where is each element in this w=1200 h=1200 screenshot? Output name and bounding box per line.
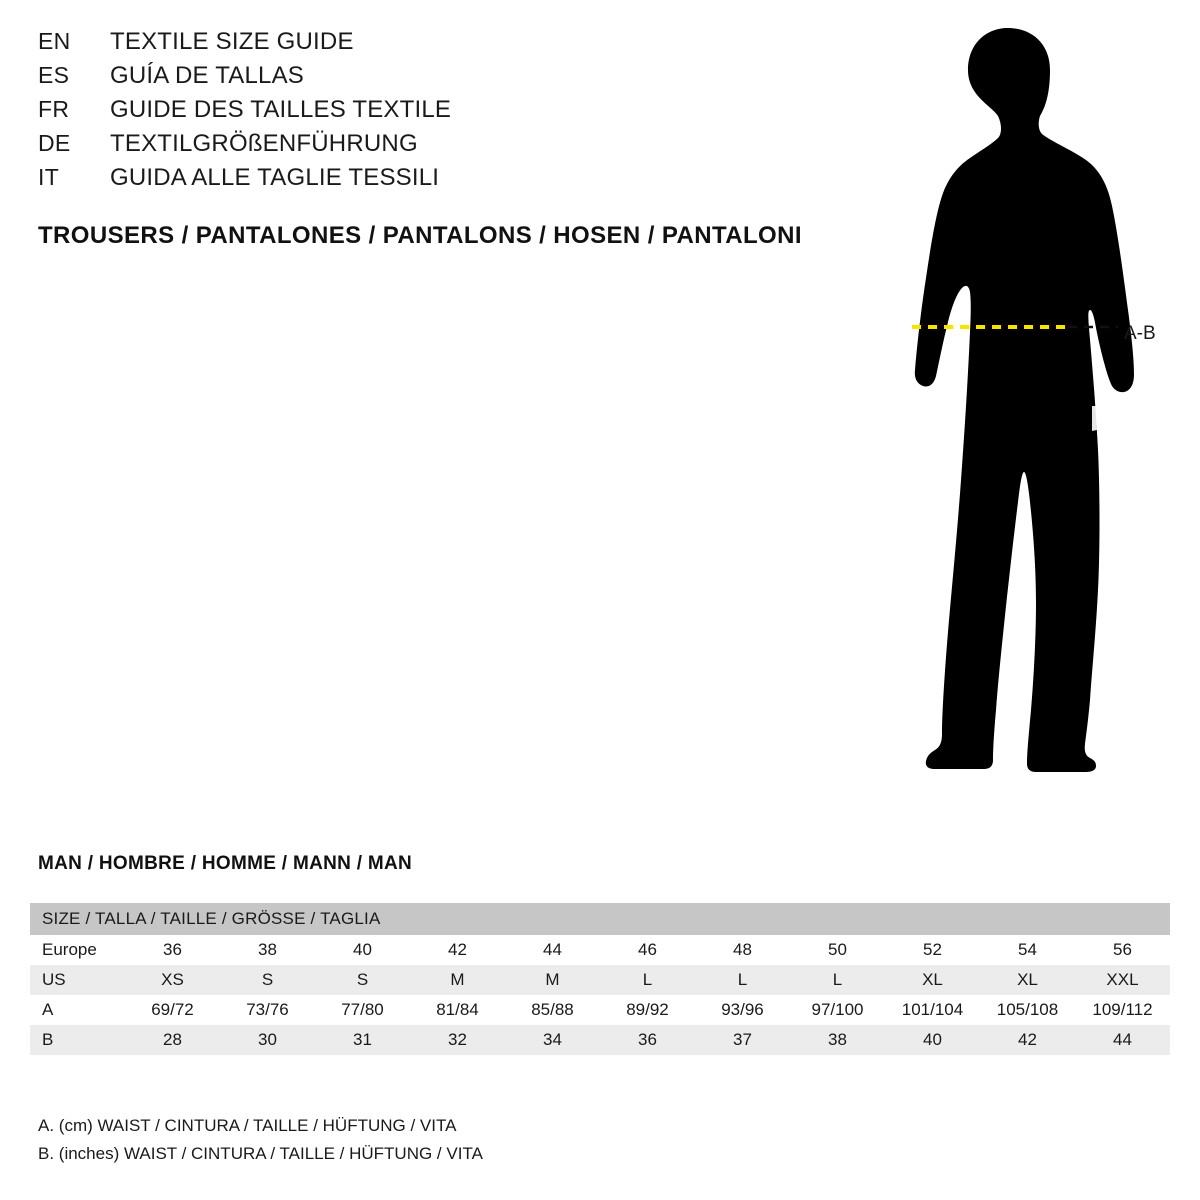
language-code: EN: [38, 28, 71, 54]
cell-value: 36: [600, 1025, 695, 1055]
cell-value: XL: [980, 965, 1075, 995]
language-code: ES: [38, 62, 70, 88]
table-row: [30, 935, 1170, 965]
cell-value: 40: [885, 1025, 980, 1055]
hand-detail: [1092, 404, 1106, 431]
size-table: [30, 903, 1170, 1055]
cell-value: 54: [980, 935, 1075, 965]
cell-value: 109/112: [1075, 995, 1170, 1025]
cell-value: 50: [790, 935, 885, 965]
row-label-b: B: [30, 1025, 125, 1055]
cell-value: 52: [885, 935, 980, 965]
cell-value: 77/80: [315, 995, 410, 1025]
silhouette-svg: [800, 10, 1200, 810]
table-header-label: SIZE / TALLA / TAILLE / GRÖSSE / TAGLIA: [30, 903, 1170, 935]
language-row: [38, 28, 798, 62]
language-code: IT: [38, 164, 60, 190]
cell-value: XS: [125, 965, 220, 995]
cell-value: 30: [220, 1025, 315, 1055]
cell-value: 42: [410, 935, 505, 965]
garment-type-title: TROUSERS / PANTALONES / PANTALONS / HOSEN / PANTALONI: [38, 222, 802, 249]
cell-value: 32: [410, 1025, 505, 1055]
language-title: GUIDE DES TAILLES TEXTILE: [110, 96, 452, 123]
cell-value: M: [410, 965, 505, 995]
cell-value: 73/76: [220, 995, 315, 1025]
body-silhouette: [915, 28, 1134, 772]
cell-value: 38: [220, 935, 315, 965]
language-code: FR: [38, 96, 70, 122]
cell-value: 34: [505, 1025, 600, 1055]
cell-value: 44: [505, 935, 600, 965]
language-title: TEXTILGRÖßENFÜHRUNG: [110, 130, 418, 157]
table-row: [30, 965, 1170, 995]
cell-value: 31: [315, 1025, 410, 1055]
cell-value: M: [505, 965, 600, 995]
cell-value: 44: [1075, 1025, 1170, 1055]
table-row: [30, 995, 1170, 1025]
language-row: [38, 96, 798, 130]
cell-value: 105/108: [980, 995, 1075, 1025]
cell-value: 42: [980, 1025, 1075, 1055]
cell-value: 89/92: [600, 995, 695, 1025]
cell-value: L: [790, 965, 885, 995]
language-row: [38, 130, 798, 164]
table-section-title: MAN / HOMBRE / HOMME / MANN / MAN: [38, 853, 413, 874]
row-label-europe: Europe: [30, 935, 125, 965]
language-list: [38, 28, 798, 198]
language-title: GUIDA ALLE TAGLIE TESSILI: [110, 164, 440, 191]
cell-value: S: [220, 965, 315, 995]
cell-value: L: [600, 965, 695, 995]
cell-value: 46: [600, 935, 695, 965]
cell-value: 48: [695, 935, 790, 965]
cell-value: 81/84: [410, 995, 505, 1025]
cell-value: 40: [315, 935, 410, 965]
cell-value: 97/100: [790, 995, 885, 1025]
language-title: TEXTILE SIZE GUIDE: [110, 28, 354, 55]
language-code: DE: [38, 130, 71, 156]
cell-value: 93/96: [695, 995, 790, 1025]
cell-value: XXL: [1075, 965, 1170, 995]
language-row: [38, 62, 798, 96]
table-row: [30, 1025, 1170, 1055]
cell-value: 38: [790, 1025, 885, 1055]
man-silhouette-figure: [800, 10, 1200, 810]
language-row: [38, 164, 798, 198]
footnote-a: A. (cm) WAIST / CINTURA / TAILLE / HÜFTUNG / VITA: [38, 1116, 457, 1135]
cell-value: S: [315, 965, 410, 995]
cell-value: 56: [1075, 935, 1170, 965]
cell-value: XL: [885, 965, 980, 995]
language-title: GUÍA DE TALLAS: [110, 62, 304, 89]
row-label-us: US: [30, 965, 125, 995]
cell-value: 36: [125, 935, 220, 965]
cell-value: L: [695, 965, 790, 995]
cell-value: 37: [695, 1025, 790, 1055]
cell-value: 85/88: [505, 995, 600, 1025]
cell-value: 28: [125, 1025, 220, 1055]
waist-measure-label: A-B: [1124, 323, 1156, 344]
table-footnotes: [38, 1112, 483, 1168]
cell-value: 69/72: [125, 995, 220, 1025]
cell-value: 101/104: [885, 995, 980, 1025]
row-label-a: A: [30, 995, 125, 1025]
footnote-b: B. (inches) WAIST / CINTURA / TAILLE / HÜFTUNG / VITA: [38, 1144, 483, 1163]
table-header-row: [30, 903, 1170, 935]
